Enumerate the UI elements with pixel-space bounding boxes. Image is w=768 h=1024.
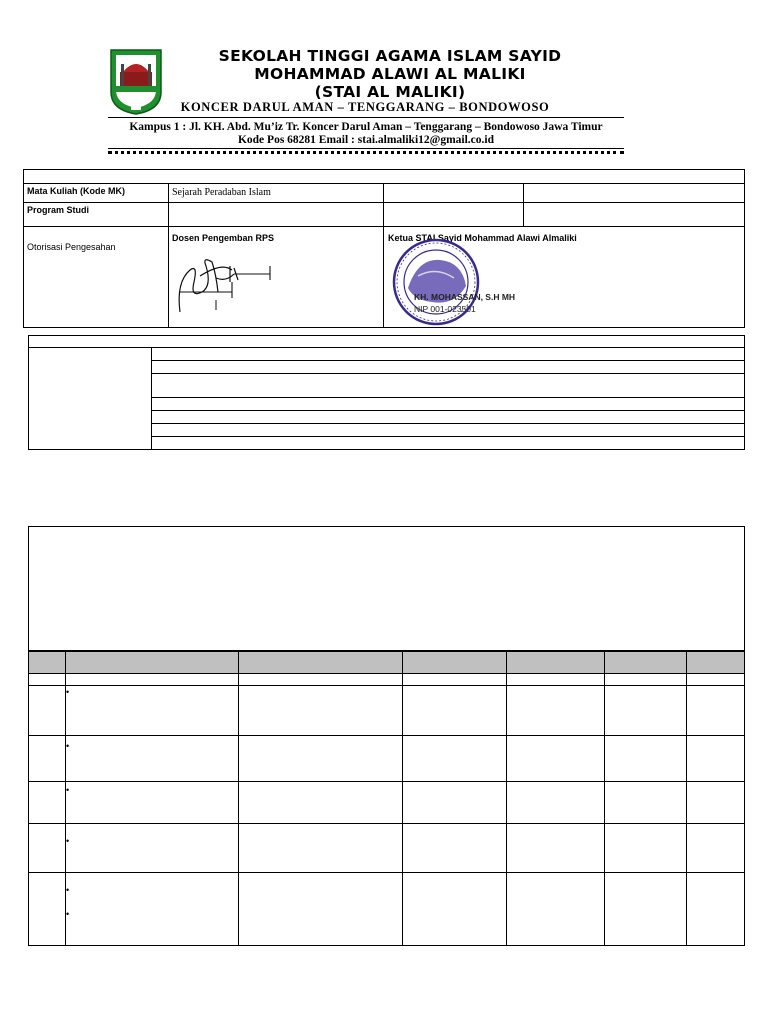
- table-rule: [151, 397, 745, 398]
- developer-label: Dosen Pengemban RPS: [172, 233, 275, 243]
- institution-abbreviation: (STAI AL MALIKI): [314, 83, 466, 101]
- table-rule: [28, 823, 745, 824]
- list-bullet: •: [66, 836, 70, 846]
- institution-name-line-2: MOHAMMAD ALAWI AL MALIKI: [254, 65, 526, 83]
- identity-table: [23, 169, 745, 328]
- table-rule: [523, 183, 524, 226]
- list-bullet: •: [66, 909, 70, 919]
- list-bullet: •: [66, 785, 70, 795]
- chair-label: Ketua STAI Sayid Mohammad Alawi Almaliki: [388, 233, 577, 243]
- list-bullet: •: [66, 885, 70, 895]
- learning-outcomes-table: [28, 335, 745, 450]
- institution-stamp-icon: [388, 236, 488, 328]
- schedule-table: [28, 651, 745, 946]
- table-rule: [23, 202, 745, 203]
- table-rule: [28, 735, 745, 736]
- table-rule: [28, 781, 745, 782]
- chair-id: NIP 001-023501: [414, 304, 476, 314]
- course-label: Mata Kuliah (Kode MK): [27, 186, 125, 196]
- table-rule: [151, 423, 745, 424]
- letterhead-rule-dotted: [108, 151, 624, 154]
- list-bullet: •: [66, 687, 70, 697]
- institution-name-line-1: SEKOLAH TINGGI AGAMA ISLAM SAYID: [218, 47, 562, 65]
- table-rule: [686, 651, 687, 946]
- table-rule: [506, 651, 507, 946]
- authorization-label: Otorisasi Pengesahan: [27, 242, 116, 252]
- table-rule: [28, 673, 745, 674]
- table-rule: [604, 651, 605, 946]
- handwritten-signature: [172, 252, 276, 314]
- table-rule: [402, 651, 403, 946]
- institution-address: KONCER DARUL AMAN – TENGGARANG – BONDOWOSO: [180, 100, 550, 114]
- program-label: Program Studi: [27, 205, 90, 215]
- chair-name: KH. MOHASSAN, S.H MH: [414, 292, 516, 302]
- campus-contact: Kode Pos 68281 Email : stai.almaliki12@gmail.co.id: [237, 134, 495, 146]
- table-rule: [238, 651, 239, 946]
- table-rule: [23, 183, 745, 184]
- table-rule: [28, 872, 745, 873]
- table-rule: [151, 436, 745, 437]
- table-rule: [28, 685, 745, 686]
- campus-address: Kampus 1 : Jl. KH. Abd. Mu’iz Tr. Koncer Darul Aman – Tenggarang – Bondowoso Jawa Timur: [129, 121, 603, 133]
- table-rule: [151, 360, 745, 361]
- table-rule: [151, 347, 152, 450]
- description-box: [28, 526, 745, 651]
- letterhead-rule-bottom: [108, 148, 624, 149]
- table-rule: [168, 183, 169, 328]
- list-bullet: •: [66, 741, 70, 751]
- course-value: Sejarah Peradaban Islam: [172, 187, 271, 198]
- letterhead-rule-top: [108, 117, 624, 118]
- table-rule: [151, 410, 745, 411]
- table-rule: [23, 226, 745, 227]
- table-rule: [28, 347, 745, 348]
- table-rule: [151, 373, 745, 374]
- table-rule: [383, 183, 384, 328]
